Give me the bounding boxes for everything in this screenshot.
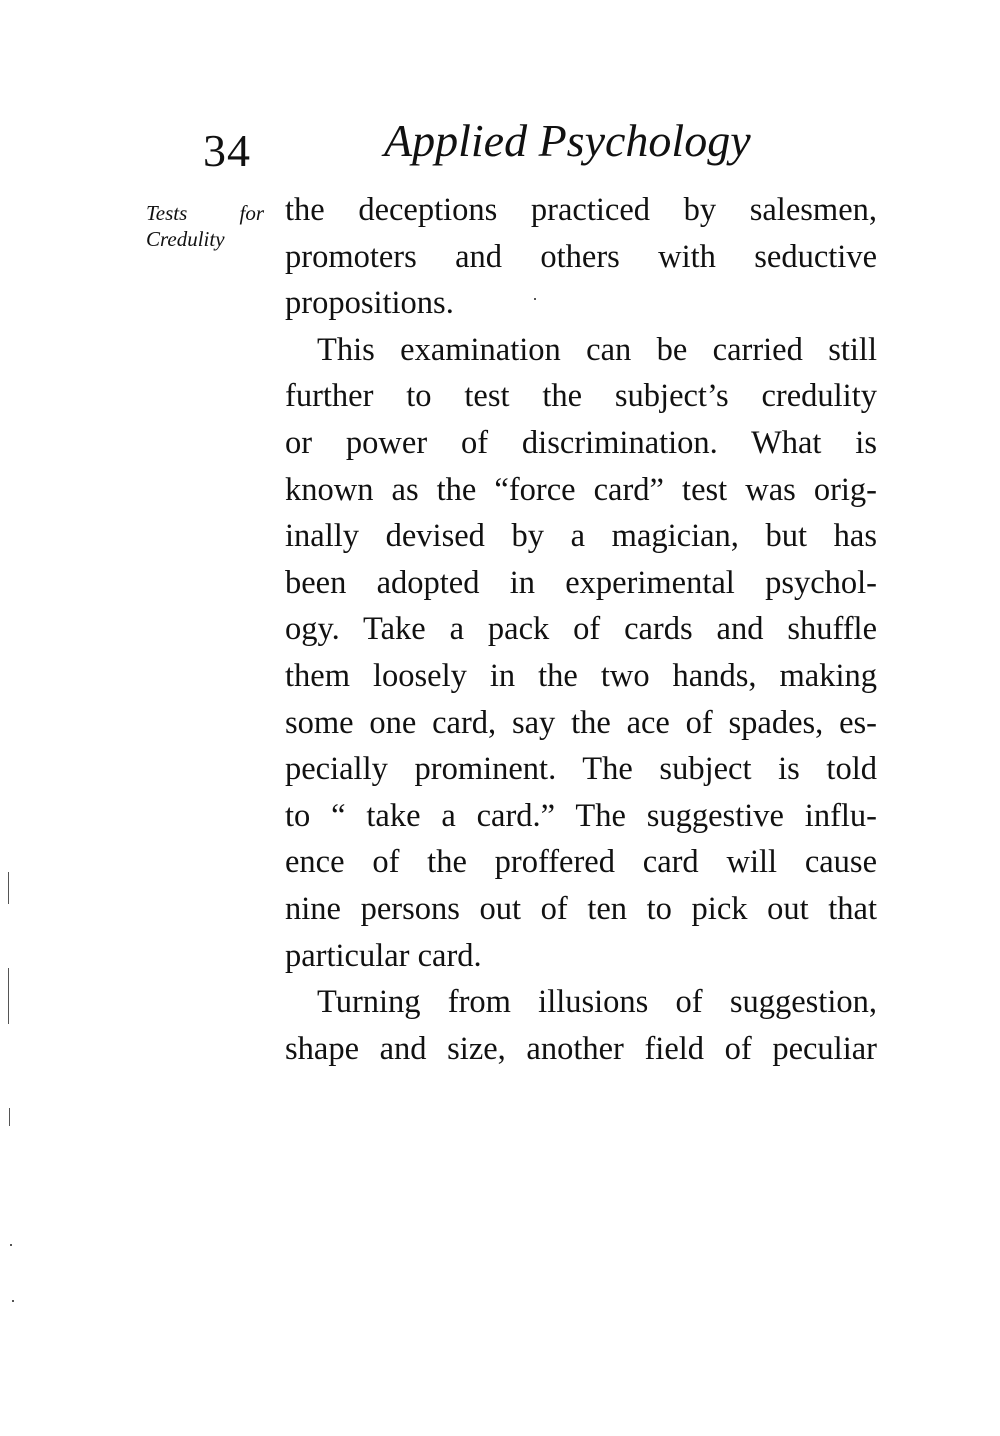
marginal-note-line: Tests for xyxy=(146,201,264,225)
text-line: inally devised by a magician, but has xyxy=(285,518,877,555)
scan-mark xyxy=(10,1244,12,1246)
text-line: to “ take a card.” The suggestive influ- xyxy=(285,797,877,834)
paragraph-3 xyxy=(285,979,877,1072)
scan-mark xyxy=(8,968,9,1024)
text-line: known as the “force card” test was orig- xyxy=(285,471,877,508)
scan-mark xyxy=(9,1108,10,1126)
page-number: 34 xyxy=(203,125,251,176)
scan-mark xyxy=(12,1300,14,1302)
text-line: Turning from illusions of suggestion, xyxy=(317,984,877,1021)
body-text xyxy=(285,187,877,1072)
text-line: particular card. xyxy=(285,937,482,974)
text-line: promoters and others with seductive xyxy=(285,238,877,275)
scan-mark xyxy=(8,872,9,904)
paragraph-1 xyxy=(285,187,877,327)
running-title: Applied Psychology xyxy=(384,115,751,166)
text-line: or power of discrimination. What is xyxy=(285,424,877,461)
scan-mark xyxy=(534,298,536,300)
paragraph-2 xyxy=(285,327,877,979)
text-line: some one card, say the ace of spades, es- xyxy=(285,704,877,741)
text-line: the deceptions practiced by salesmen, xyxy=(285,192,877,228)
text-line: shape and size, another field of peculiar xyxy=(285,1030,877,1067)
text-line: further to test the subject’s credulity xyxy=(285,378,877,415)
text-line: ence of the proffered card will cause xyxy=(285,844,877,881)
marginal-note-line: Credulity xyxy=(146,227,225,251)
text-line: nine persons out of ten to pick out that xyxy=(285,890,877,927)
text-line: them loosely in the two hands, making xyxy=(285,657,877,694)
text-line: This examination can be carried still xyxy=(317,331,877,368)
text-line: ogy. Take a pack of cards and shuffle xyxy=(285,611,877,648)
marginal-note xyxy=(146,200,264,252)
text-line: propositions. xyxy=(285,285,454,322)
text-line: been adopted in experimental psychol- xyxy=(285,564,877,601)
text-line: pecially prominent. The subject is told xyxy=(285,751,877,788)
